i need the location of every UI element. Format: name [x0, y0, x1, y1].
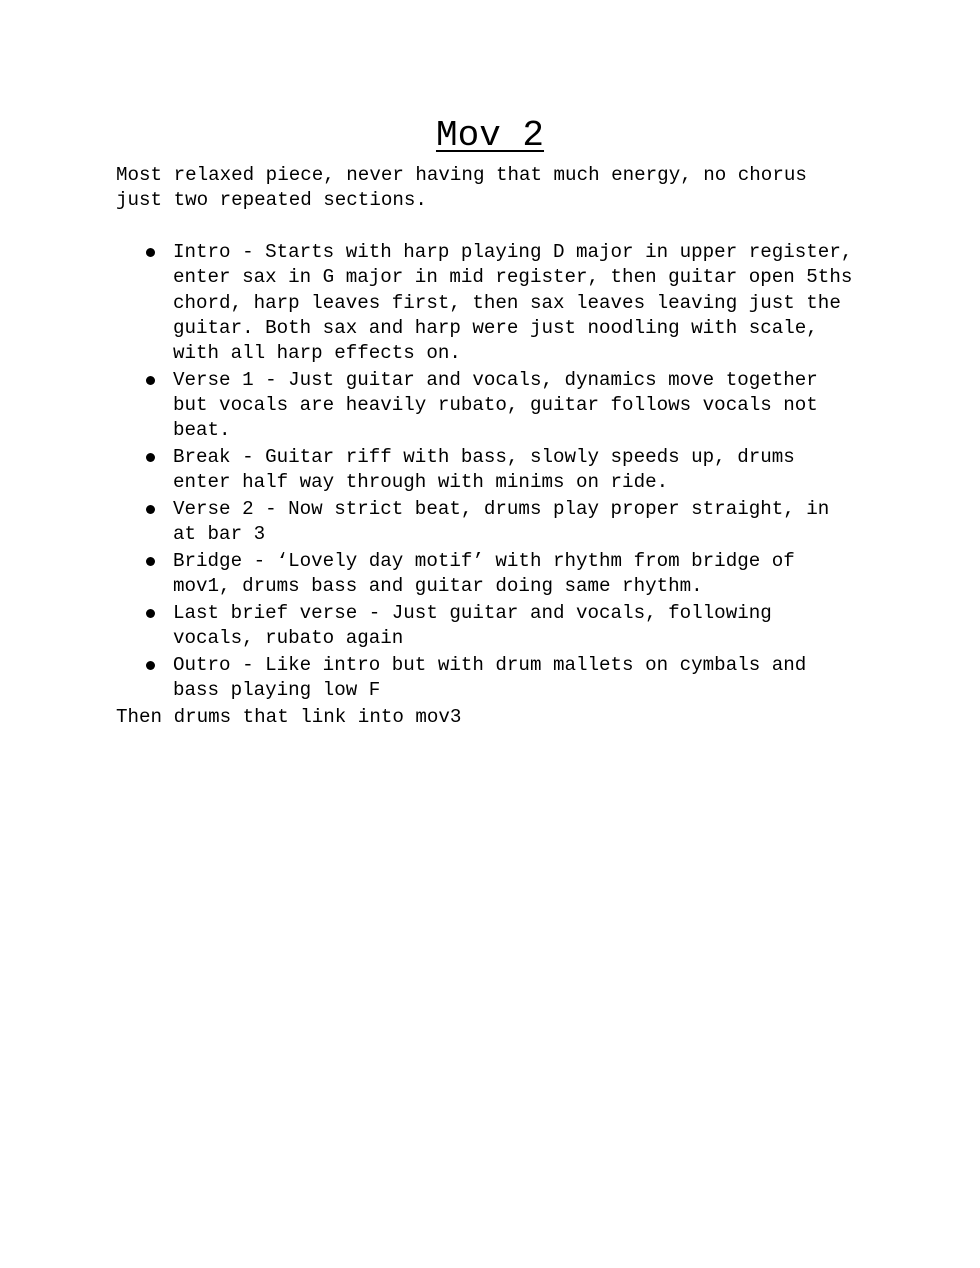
list-item-text: Break - Guitar riff with bass, slowly speeds up, drums enter half way through with minims on ride. — [173, 446, 795, 494]
intro-paragraph: Most relaxed piece, never having that much energy, no chorus just two repeated sections. — [116, 164, 807, 211]
list-item-text: Intro - Starts with harp playing D major in upper register, enter sax in G major in mid register, then guitar open 5ths chord, harp leaves first, then sax leaves leaving just the guitar. Both sax and harp were just noodling with scale, with all harp effects on. — [173, 241, 853, 365]
document-title: Mov 2 — [435, 115, 545, 156]
list-item — [140, 549, 880, 600]
closing-paragraph: Then drums that link into mov3 — [116, 706, 462, 728]
list-item-text: Verse 1 - Just guitar and vocals, dynamics move together but vocals are heavily rubato, guitar follows vocals not beat. — [173, 368, 818, 442]
list-item — [140, 601, 880, 652]
list-item — [140, 445, 880, 496]
section-list — [140, 240, 880, 705]
list-item — [140, 368, 880, 444]
bullet-icon — [146, 557, 155, 566]
bullet-icon — [146, 376, 155, 385]
list-item — [140, 497, 880, 548]
bullet-icon — [146, 453, 155, 462]
list-item-text: Last brief verse - Just guitar and vocals, following vocals, rubato again — [173, 602, 772, 650]
list-item — [140, 240, 880, 366]
list-item-text: Bridge - ‘Lovely day motif’ with rhythm from bridge of mov1, drums bass and guitar doing same rhythm. — [173, 550, 795, 598]
bullet-icon — [146, 609, 155, 618]
list-item-text: Verse 2 - Now strict beat, drums play proper straight, in at bar 3 — [173, 498, 830, 546]
bullet-icon — [146, 505, 155, 514]
bullet-icon — [146, 661, 155, 670]
bullet-icon — [146, 248, 155, 257]
list-item-text: Outro - Like intro but with drum mallets on cymbals and bass playing low F — [173, 654, 807, 702]
list-item — [140, 653, 880, 704]
